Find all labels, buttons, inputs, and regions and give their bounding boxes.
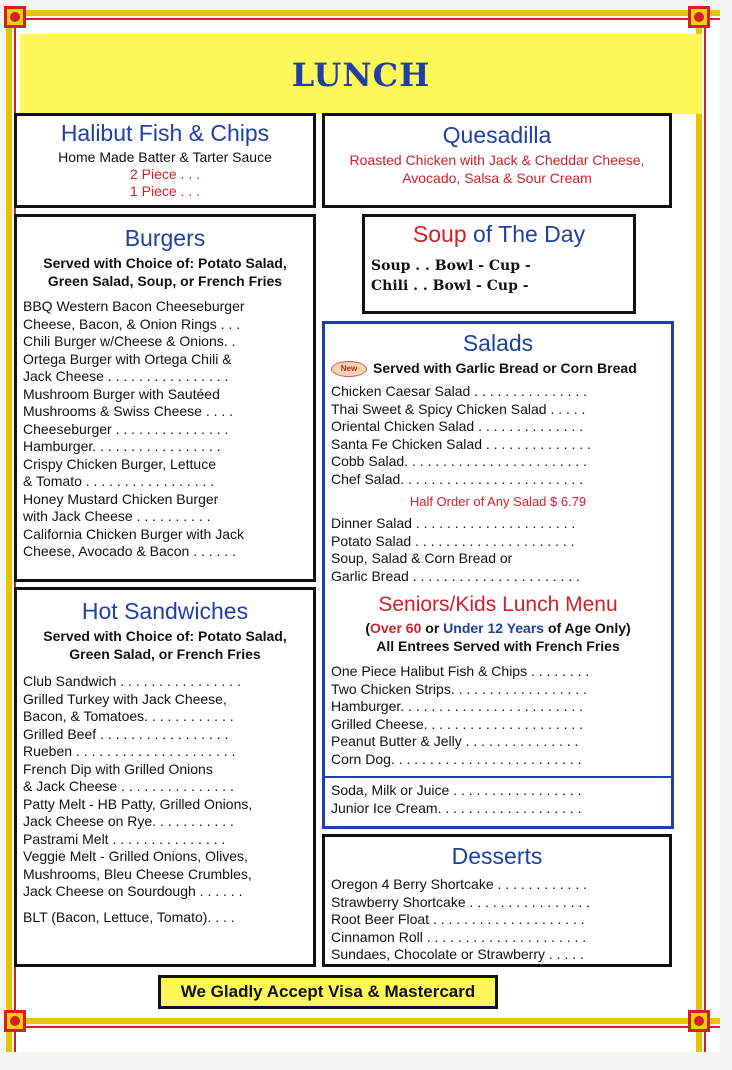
list-item: Soup, Salad & Corn Bread or [331,550,513,567]
border-bottom-red [6,1026,720,1028]
list-item: Dinner Salad . . . . . . . . . . . . . . . . . . . . . [331,515,576,532]
list-item: Hamburger. . . . . . . . . . . . . . . . . [23,438,221,454]
section-description: Home Made Batter & Tarter Sauce [58,149,272,165]
salads-subtitle-text: Served with Garlic Bread or Corn Bread [373,360,637,376]
list-item: Oriental Chicken Salad . . . . . . . . . . . . . . [331,418,584,435]
section-title [365,221,633,248]
section-title: Hot Sandwiches [81,598,249,624]
list-item: Hamburger. . . . . . . . . . . . . . . . . . . . . . . . [331,698,584,715]
corner-ornament [4,1010,26,1032]
section-subtitle: Served with Choice of: Potato Salad, [43,255,287,271]
corner-ornament [688,1010,710,1032]
list-item: Grilled Beef . . . . . . . . . . . . . . . . . [23,725,229,742]
page-title: LUNCH [291,56,431,94]
item-list [325,515,671,585]
list-item: Honey Mustard Chicken Burger [23,490,219,507]
list-item: Root Beer Float . . . . . . . . . . . . . . . . . . . . [331,911,585,927]
soup-word: Soup [412,221,467,247]
corner-ornament [688,6,710,28]
section-title: Desserts [451,843,543,869]
item-list [325,655,671,768]
list-item: Potato Salad . . . . . . . . . . . . . . . . . . . . . [331,532,575,549]
salads-seniors-section [322,321,674,829]
list-item: & Jack Cheese . . . . . . . . . . . . . . . [23,778,234,794]
under-12: Under 12 Years [443,620,545,637]
hot-sandwiches-section [14,587,316,967]
list-item: Cinnamon Roll . . . . . . . . . . . . . . . . . . . . . [331,928,587,945]
list-item: Soda, Milk or Juice . . . . . . . . . . . . . . . . . [331,782,582,799]
list-item: Patty Melt - HB Patty, Grilled Onions, [23,795,253,812]
burgers-section [14,214,316,582]
list-item: Thai Sweet & Spicy Chicken Salad . . . . . [331,400,586,417]
section-title: Burgers [124,225,206,251]
list-item: Junior Ice Cream. . . . . . . . . . . . . . . . . . . [331,799,582,816]
list-item: Peanut Butter & Jelly . . . . . . . . . . . . . . . [331,733,579,750]
list-item: Soup . . Bowl - Cup - [371,258,531,274]
age-only: of Age Only) [544,620,631,637]
section-description: Roasted Chicken with Jack & Cheddar Cheese, [349,152,645,168]
section-title: Halibut Fish & Chips [60,120,270,146]
of-the-day: of The Day [466,221,586,247]
desserts-section [322,834,672,967]
soup-section [362,214,636,314]
list-item: Grilled Turkey with Jack Cheese, [23,690,227,707]
section-title: Quesadilla [442,122,552,148]
seniors-title: Seniors/Kids Lunch Menu [378,593,618,617]
list-item: Garlic Bread . . . . . . . . . . . . . . . . . . . . . . [331,567,580,584]
list-item: Bacon, & Tomatoes. . . . . . . . . . . . [23,708,234,724]
list-item: Sundaes, Chocolate or Strawberry . . . . . [331,946,584,962]
list-item: Chili Burger w/Cheese & Onions. . [23,333,236,349]
list-item: Jack Cheese on Sourdough . . . . . . [23,883,243,899]
list-item: Grilled Cheese. . . . . . . . . . . . . . . . . . . . . [331,715,584,732]
list-item: Oregon 4 Berry Shortcake . . . . . . . . . . . . [331,876,587,892]
or-word: or [421,620,444,637]
list-item: Chili . . Bowl - Cup - [371,278,529,294]
border-right-red [704,10,706,1052]
list-item: Santa Fe Chicken Salad . . . . . . . . . . . . . . [331,435,591,452]
list-item: Veggie Melt - Grilled Onions, Olives, [23,848,248,864]
half-order-note: Half Order of Any Salad $ 6.79 [409,494,587,510]
item-list [17,663,313,926]
list-item: Crispy Chicken Burger, Lettuce [23,455,216,472]
list-item: Cheese, Avocado & Bacon . . . . . . [23,543,236,559]
section-description: Avocado, Salsa & Sour Cream [402,170,592,186]
section-title: Salads [462,330,534,356]
payment-note: We Gladly Accept Visa & Mastercard [158,975,498,1009]
header-banner [20,34,702,114]
list-item: One Piece Halibut Fish & Chips . . . . . . . . [331,663,590,680]
corner-ornament [4,6,26,28]
item-list [17,290,313,561]
border-top [6,10,720,16]
list-item: Mushrooms & Swiss Cheese . . . . [23,403,234,419]
list-item: Chef Salad. . . . . . . . . . . . . . . . . . . . . . . . [331,470,584,487]
list-item: French Dip with Grilled Onions [23,760,213,777]
quesadilla-section [322,113,672,208]
section-subtitle: Green Salad, or French Fries [69,646,261,662]
price-line: 1 Piece . . . [129,183,201,199]
border-top-red [6,18,720,20]
list-item: Cheeseburger . . . . . . . . . . . . . . . [23,420,229,437]
list-item: BBQ Western Bacon Cheeseburger [23,298,245,314]
list-item: Pastrami Melt . . . . . . . . . . . . . . . [23,830,226,847]
item-list [325,872,669,964]
soup-lines [365,250,633,296]
list-item: Ortega Burger with Ortega Chili & [23,350,232,367]
border-right [696,10,702,1052]
list-item: Jack Cheese . . . . . . . . . . . . . . . . [23,368,229,384]
list-item: Mushrooms, Bleu Cheese Crumbles, [23,865,252,882]
seniors-age-note [325,619,671,637]
paren-open: ( [365,620,370,637]
list-item: Chicken Caesar Salad . . . . . . . . . . . . . . . [331,383,587,400]
list-item: & Tomato . . . . . . . . . . . . . . . . . [23,473,215,489]
list-item: with Jack Cheese . . . . . . . . . . [23,508,211,524]
border-left [6,10,12,1052]
list-item: Jack Cheese on Rye. . . . . . . . . . . [23,813,234,829]
list-item: Two Chicken Strips. . . . . . . . . . . . . . . . . . [331,680,587,697]
divider [325,776,671,778]
list-item: Strawberry Shortcake . . . . . . . . . . . . . . . . [331,893,591,910]
list-item: Corn Dog. . . . . . . . . . . . . . . . . . . . . . . . . [331,750,582,767]
border-bottom [6,1018,720,1024]
section-subtitle: Green Salad, Soup, or French Fries [47,273,283,289]
section-subtitle: All Entrees Served with French Fries [376,638,620,655]
list-item: Mushroom Burger with Sautéed [23,385,220,402]
list-item: Cobb Salad. . . . . . . . . . . . . . . . . . . . . . . . [331,453,587,470]
over-60: Over 60 [370,620,422,637]
list-item: Rueben . . . . . . . . . . . . . . . . . . . . . [23,743,236,759]
price-line: 2 Piece . . . [129,166,201,182]
new-badge: New [331,361,367,377]
section-subtitle: Served with Choice of: Potato Salad, [43,628,287,644]
item-list [325,782,671,817]
item-list [325,377,671,488]
section-subtitle [325,359,671,377]
list-item: Club Sandwich . . . . . . . . . . . . . . . . [23,673,241,689]
list-item: BLT (Bacon, Lettuce, Tomato). . . . [23,908,235,925]
list-item: Cheese, Bacon, & Onion Rings . . . [23,315,241,332]
list-item: California Chicken Burger with Jack [23,525,244,542]
halibut-section [14,113,316,208]
